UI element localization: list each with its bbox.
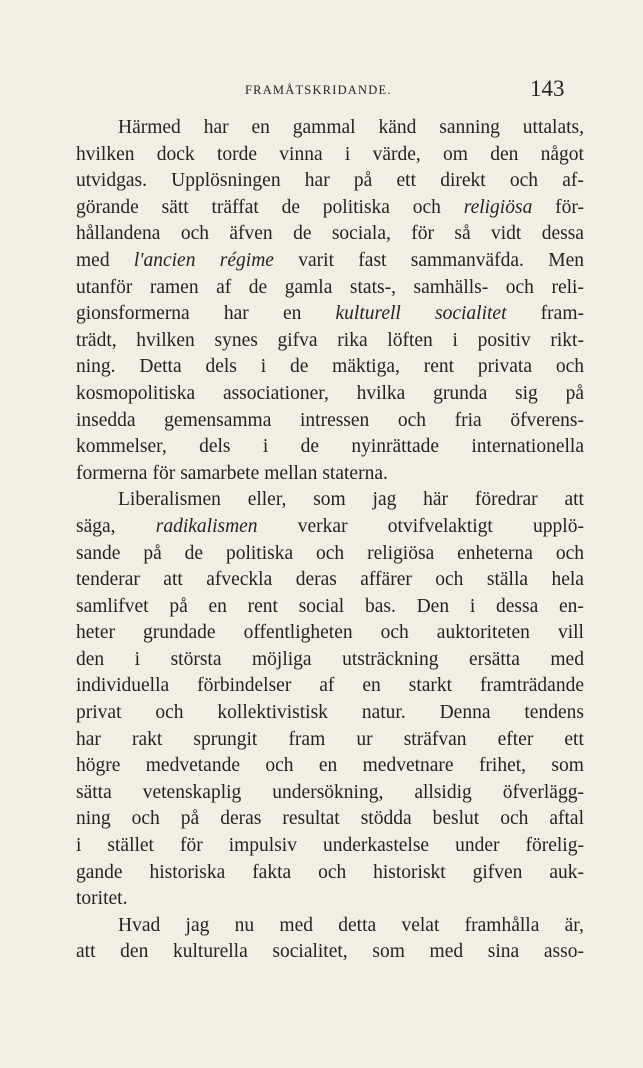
word: nu [234,914,255,936]
word: politiska [322,196,390,218]
word: för [152,462,176,484]
word: något [540,143,584,165]
text-line [76,594,584,621]
word: toritet. [76,888,128,910]
word: gifven [472,861,523,883]
word: Liberalismen [118,489,221,511]
word: kulturella [173,941,248,963]
word: så [454,223,471,245]
word: af- [562,170,584,192]
word: de [300,436,319,458]
body-text [76,115,584,966]
word: formerna [76,462,148,484]
word: Hvad [118,914,161,936]
word: sträfvan [403,728,467,750]
word: privata [477,356,532,378]
word: och [316,542,345,564]
word: insedda [76,409,136,431]
word: grunda [433,382,488,404]
word: och [509,170,539,192]
text-line [76,886,584,913]
word: i [134,648,141,670]
word: och [412,196,441,218]
word: politiska [225,542,294,564]
word: heter [76,622,115,644]
word: mäktiga, [332,356,400,378]
word: med [279,914,313,936]
word: rent [423,356,455,378]
word: stödda [360,808,412,830]
word: ur [356,728,373,750]
word: en [208,595,227,617]
word: fram [288,728,326,750]
word: högre [76,755,121,777]
word: medvetnare [362,755,454,777]
word: intressen [299,409,370,431]
word: på [353,170,373,192]
word: affärer [360,569,412,591]
text-line [76,727,584,754]
text-line [76,913,584,940]
word: ett [564,728,584,750]
word: jag [372,489,397,511]
word: äfven [229,223,273,245]
word: Denna [439,702,491,724]
word: att [564,489,584,511]
text-line [76,434,584,461]
word: dels [205,356,237,378]
word: som [372,941,405,963]
word: i [262,436,269,458]
word: värde, [372,143,421,165]
italic-word: religiösa [463,196,533,218]
word: otvifvelaktigt [387,515,493,537]
word: den [490,143,519,165]
word: vetenskaplig [142,781,242,803]
word: tendens [524,702,584,724]
italic-word: l'ancien [133,249,196,271]
word: utsträckning [342,648,439,670]
word: af [319,675,335,697]
word: religiösa [367,542,435,564]
italic-word: socialitet [435,303,507,325]
word: framträdande [480,675,584,697]
word: ersätta [468,648,520,670]
word: och [380,622,409,644]
word: deras [220,808,262,830]
word: utanför [76,276,133,298]
word: hvilken [136,329,195,351]
word: afveckla [206,569,273,591]
word: under [455,835,500,857]
word: reli- [551,276,584,298]
word: Men [548,249,584,271]
word: löften [387,329,433,351]
word: i [452,329,458,351]
word: nyinrättade [351,436,440,458]
word: de [281,196,300,218]
word: öfverlägg- [502,781,584,803]
word: hvilken [76,143,135,165]
word: dessa [496,595,539,617]
word: fram- [540,303,584,325]
word: verkar [297,515,348,537]
word: öfverens- [510,409,584,431]
text-line [76,673,584,700]
word: föredrar [474,489,538,511]
word: gionsformerna [76,303,190,325]
page-number: 143 [530,76,565,101]
word: gande [76,861,123,883]
word: de [248,276,268,298]
word: den [76,648,105,670]
word: känd [378,117,417,138]
word: och [555,542,584,564]
word: har [76,728,101,750]
word: kollektivistisk [217,702,328,724]
word: staterna. [322,462,388,484]
word: fria [454,409,482,431]
word: i [469,595,476,617]
text-line [76,195,584,222]
word: och [265,755,294,777]
word: har [304,170,330,192]
word: medvetande [145,755,240,777]
word: med [550,648,584,670]
text-line [76,168,584,195]
word: dels [199,436,231,458]
word: starkt [408,675,453,697]
word: för [411,223,434,245]
text-line [76,514,584,541]
word: kommelser, [76,436,167,458]
word: beslut [432,808,480,830]
word: underkastelse [322,835,430,857]
word: sätta [76,781,112,803]
word: som [313,489,346,511]
word: har [203,117,229,138]
word: ning. [76,356,116,378]
word: individuella [76,675,170,697]
word: största [170,648,222,670]
word: frihet, [478,755,527,777]
word: som [551,755,584,777]
word: upplö- [533,515,584,537]
word: och [435,569,464,591]
word: stället [107,835,154,857]
word: fakta [252,861,292,883]
word: och [155,702,184,724]
italic-word: radikalismen [155,515,258,537]
word: hållandena [76,223,161,245]
word: en [251,117,270,138]
word: görande [76,196,139,218]
word: i [260,356,267,378]
text-line [76,780,584,807]
text-line [76,461,584,488]
text-line [76,939,584,966]
word: sig [515,382,538,404]
running-head [0,78,643,108]
word: på [143,542,162,564]
word: natur. [361,702,406,724]
word: historiska [149,861,226,883]
word: rakt [132,728,163,750]
word: privat [76,702,122,724]
word: framhålla [464,914,540,936]
word: undersökning, [272,781,384,803]
word: och [505,276,534,298]
word: detta [338,914,377,936]
text-line [76,753,584,780]
word: har [223,303,249,325]
text-line [76,381,584,408]
word: efter [497,728,534,750]
word: enheterna [457,542,533,564]
word: tenderar [76,569,140,591]
word: direkt [440,170,486,192]
word: jag [185,914,210,936]
word: impulsiv [228,835,297,857]
word: torde [216,143,258,165]
word: ramen [149,276,199,298]
text-line [76,408,584,435]
word: på [180,808,200,830]
text-line [76,142,584,169]
word: mellan [264,462,318,484]
word: sociala, [331,223,391,245]
word: Den [416,595,450,617]
italic-word: kulturell [335,303,401,325]
word: bas. [364,595,396,617]
word: synes [214,329,258,351]
word: uttalats, [522,117,584,138]
word: ett [396,170,417,192]
word: vidt [490,223,522,245]
word: historiskt [373,861,446,883]
word: och [500,808,529,830]
text-line [76,275,584,302]
word: i [76,835,82,857]
italic-word: régime [219,249,274,271]
word: en [318,755,338,777]
word: att [163,569,183,591]
word: för- [555,196,584,218]
word: att [76,941,96,963]
word: om [443,143,468,165]
word: en [282,303,302,325]
word: träffat [211,196,259,218]
word: för [179,835,203,857]
word: och [131,808,160,830]
word: sprungit [193,728,258,750]
word: sätt [161,196,189,218]
word: och [180,223,209,245]
word: gammal [292,117,356,138]
word: gifva [277,329,318,351]
word: positiv [477,329,531,351]
word: de [293,223,312,245]
running-head-title: FRAMÅTSKRIDANDE. [245,83,392,97]
word: resultat [282,808,340,830]
text-line [76,620,584,647]
word: och [318,861,347,883]
word: grundade [143,622,216,644]
word: hvilka [356,382,406,404]
text-line [76,221,584,248]
word: samlifvet [76,595,149,617]
text-line [76,248,584,275]
word: asso- [543,941,584,963]
word: varit [298,249,334,271]
word: på [565,382,584,404]
text-line [76,301,584,328]
word: Härmed [118,117,181,138]
text-line [76,354,584,381]
word: och [397,409,427,431]
word: här [423,489,449,511]
word: ning [76,808,111,830]
word: internationella [471,436,584,458]
word: sande [76,542,121,564]
word: med [429,941,464,963]
word: rent [247,595,278,617]
text-line [76,700,584,727]
word: velat [401,914,440,936]
word: associationer, [222,382,329,404]
word: sina [487,941,520,963]
word: med [76,249,110,271]
word: de [184,542,204,564]
word: förelig- [525,835,584,857]
word: är, [564,914,584,936]
text-line [76,328,584,355]
word: sammanväfda. [410,249,524,271]
word: vinna [279,143,323,165]
word: gamla [284,276,333,298]
word: utvidgas. [76,170,147,192]
word: samarbete [180,462,260,484]
word: social [298,595,345,617]
word: samhälls- [413,276,489,298]
word: socialitet, [272,941,348,963]
word: förbindelser [197,675,292,697]
word: de [289,356,309,378]
word: en [362,675,381,697]
word: ställa [486,569,529,591]
text-line [76,833,584,860]
word: stats-, [349,276,396,298]
text-line [76,647,584,674]
word: dessa [541,223,584,245]
word: gemensamma [164,409,272,431]
word: möjliga [252,648,312,670]
text-line [76,860,584,887]
word: Upplösningen [171,170,281,192]
text-line [76,806,584,833]
word: en- [559,595,584,617]
word: sanning [439,117,500,138]
word: trädt, [76,329,117,351]
word: auktoriteten [436,622,530,644]
word: säga, [76,515,116,537]
text-line [76,541,584,568]
word: hela [551,569,584,591]
word: vill [557,622,584,644]
word: aftal [549,808,584,830]
text-line [76,567,584,594]
word: den [120,941,149,963]
word: på [169,595,188,617]
word: auk- [549,861,584,883]
word: rikt- [550,329,584,351]
text-line [76,487,584,514]
text-line [76,115,584,142]
word: deras [295,569,337,591]
word: dock [156,143,195,165]
word: i [344,143,351,165]
word: rika [337,329,368,351]
word: eller, [247,489,287,511]
word: Detta [139,356,182,378]
word: allsidig [414,781,472,803]
word: kosmopolitiska [76,382,196,404]
word: fast [358,249,387,271]
word: af [216,276,232,298]
word: offentligheten [243,622,353,644]
word: och [555,356,584,378]
